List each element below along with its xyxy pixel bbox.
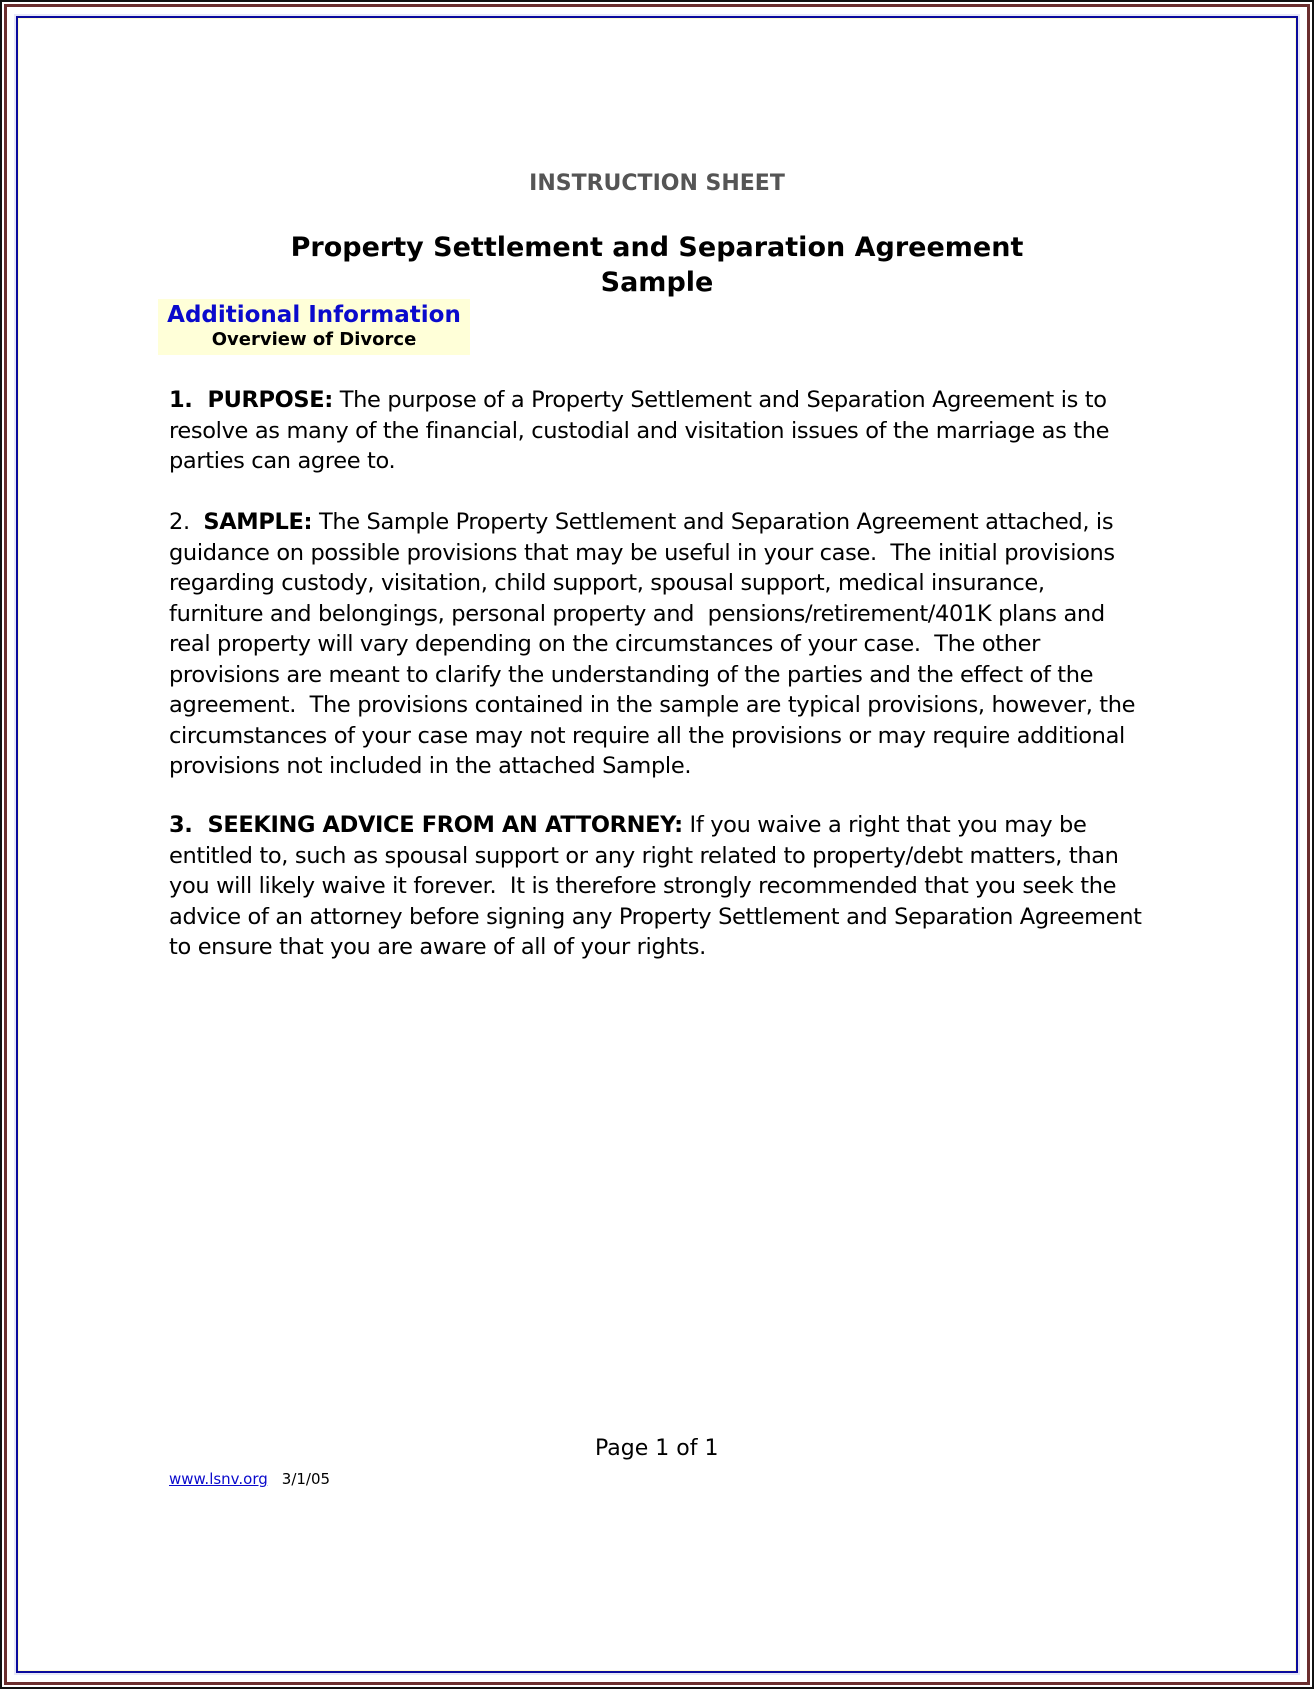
paragraph-sample	[169, 507, 1135, 782]
paragraph-line: The purpose of a Property Settlement and Separation Agreement is to	[332, 387, 1107, 413]
paragraph-line: furniture and belongings, personal property and pensions/retirement/401K plans and	[169, 600, 1105, 627]
paragraph-line: you will likely waive it forever. It is therefore strongly recommended that you seek the	[169, 873, 1117, 899]
info-box-title: Additional Information	[167, 302, 461, 328]
document-title: Property Settlement and Separation Agreement	[290, 232, 1024, 263]
paragraph-line: regarding custody, visitation, child support, spousal support, medical insurance,	[169, 570, 1045, 596]
paragraph-attorney	[169, 810, 1142, 963]
paragraph-line: guidance on possible provisions that may be useful in your case. The initial provisions	[169, 539, 1115, 566]
paragraph-line: circumstances of your case may not require all the provisions or may require additional	[169, 722, 1125, 749]
paragraph-line: The Sample Property Settlement and Separation Agreement attached, is	[312, 509, 1114, 535]
paragraph-line: provisions are meant to clarify the understanding of the parties and the effect of the	[169, 661, 1094, 688]
footer	[169, 1470, 330, 1488]
info-box	[158, 299, 470, 355]
paragraph-line: advice of an attorney before signing any Property Settlement and Separation Agreement	[169, 903, 1142, 930]
paragraph-heading: SAMPLE:	[203, 509, 313, 535]
paragraph-heading: 1. PURPOSE:	[169, 387, 333, 413]
paragraph-line: agreement. The provisions contained in the sample are typical provisions, however, the	[169, 692, 1136, 718]
website-link[interactable]: www.lsnv.org	[169, 1470, 268, 1488]
paragraph-number: 2.	[169, 509, 204, 535]
paragraph-line: entitled to, such as spousal support or any right related to property/debt matters, than	[169, 842, 1119, 869]
paragraph-line: real property will vary depending on the circumstances of your case. The other	[169, 631, 1041, 657]
footer-date: 3/1/05	[281, 1470, 331, 1488]
paragraph-heading: 3. SEEKING ADVICE FROM AN ATTORNEY:	[169, 812, 683, 838]
instruction-heading: INSTRUCTION SHEET	[529, 171, 785, 196]
paragraph-purpose	[169, 385, 1109, 477]
paragraph-line: If you waive a right that you may be	[682, 812, 1087, 838]
page-number: Page 1 of 1	[595, 1436, 719, 1461]
paragraph-line: resolve as many of the financial, custodial and visitation issues of the marriage as the	[169, 417, 1110, 444]
paragraph-line: provisions not included in the attached Sample.	[169, 753, 692, 779]
info-box-subtitle: Overview of Divorce	[211, 329, 417, 350]
paragraph-line: to ensure that you are aware of all of your rights.	[169, 934, 706, 960]
document-subtitle: Sample	[600, 267, 714, 298]
paragraph-line: parties can agree to.	[169, 448, 396, 474]
